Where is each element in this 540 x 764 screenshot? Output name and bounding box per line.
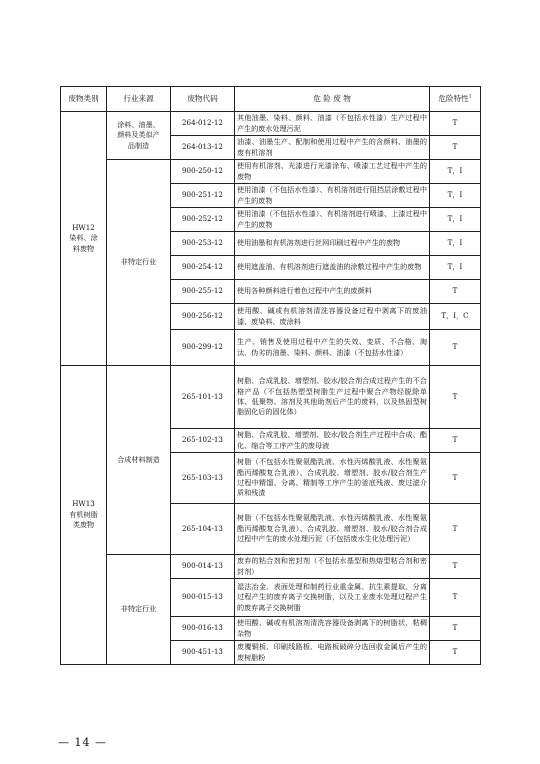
header-category: 废物类别 [61,87,107,112]
header-risk [430,87,481,112]
header-industry: 行业来源 [107,87,171,112]
waste-description-cell: 使用遮盖油、有机溶剂进行遮盖油的涂敷过程中产生的废物 [235,256,430,280]
waste-code-cell: 265-103-13 [171,453,235,504]
waste-code-cell: 900-016-13 [171,617,235,641]
waste-code-cell: 264-012-12 [171,112,235,136]
waste-description-cell: 树脂、合成乳胶、增塑剂、胶水/胶合剂合成过程产生的不合格产品（不包括热塑型树脂生产过程中聚合产物经脱除单体、低聚物、溶剂及其他助剂后产生的废料，以及热固型树脂固化后的固化体） [235,366,430,429]
waste-code-cell: 265-102-13 [171,429,235,453]
risk-property-cell: T [430,136,481,160]
waste-description-cell: 使用油墨和有机溶剂进行丝网印刷过程中产生的废物 [235,232,430,256]
industry-source-cell: 涂料、油墨、 颜料及类似产 品制造 [107,112,171,160]
table-header-row [61,87,481,112]
waste-category-cell: HW13 有机树脂 类废物 [61,366,107,665]
table-row [61,160,481,184]
waste-description-cell: 生产、销售及使用过程中产生的失效、变质、不合格、淘汰、伪劣的油墨、染料、颜料、油漆（不包括水性漆） [235,330,430,366]
risk-property-cell: T [430,429,481,453]
table-body [61,112,481,665]
industry-source-cell: 合成材料制造 [107,366,171,555]
waste-description-cell: 废弃的粘合剂和密封剂（不包括水基型和热熔型粘合剂和密封剂） [235,555,430,579]
header-code: 废物代码 [171,87,235,112]
risk-property-cell: T，I [430,160,481,184]
waste-description-cell: 使用有机溶剂、光漆进行光漆涂布、喷漆工艺过程中产生的废物 [235,160,430,184]
risk-property-cell: T [430,579,481,617]
table-row [61,366,481,429]
waste-description-cell: 树脂（不包括水性聚氨酯乳液、水性丙烯酸乳液、水性聚氨酯丙烯酸复合乳液）、合成乳胶、增塑剂、胶水/胶合剂合成过程中产生的废水处理污泥（不包括废水生化处理污泥） [235,504,430,555]
waste-code-cell: 900-254-12 [171,256,235,280]
waste-description-cell: 使用油漆（不包括水性漆）、有机溶剂进行阻挡层涂敷过程中产生的废物 [235,184,430,208]
industry-source-cell: 非特定行业 [107,555,171,665]
risk-property-cell: T [430,641,481,665]
waste-code-cell: 900-256-12 [171,304,235,330]
waste-description-cell: 树脂、合成乳胶、增塑剂、胶水/胶合剂生产过程中合成、酯化、缩合等工序产生的废母液 [235,429,430,453]
industry-source-cell: 非特定行业 [107,160,171,366]
waste-description-cell: 使用油漆（不包括水性漆）、有机溶剂进行喷漆、上漆过程中产生的废物 [235,208,430,232]
risk-property-cell: T [430,280,481,304]
risk-property-cell: T，I，C [430,304,481,330]
hazardous-waste-table [60,86,481,665]
risk-property-cell: T，I [430,256,481,280]
waste-category-cell: HW12 染料、涂 料废物 [61,112,107,366]
waste-code-cell: 264-013-12 [171,136,235,160]
waste-description-cell: 湿法冶金、表面处理和制药行业重金属、抗生素提取、分离过程产生的废弃离子交换树脂，以及工业废水处理过程产生的废弃离子交换树脂 [235,579,430,617]
waste-description-cell: 树脂（不包括水性聚氨酯乳液、水性丙烯酸乳液、水性聚氨酯丙烯酸复合乳液）、合成乳胶、增塑剂、胶水/胶合剂生产过程中精馏、分离、精制等工序产生的釜底残液、废过滤介质和残渣 [235,453,430,504]
header-waste: 危 险 废 物 [235,87,430,112]
waste-description-cell: 废覆铜板、印刷线路板、电路板破碎分选回收金属后产生的废树脂粉 [235,641,430,665]
risk-property-cell: T [430,366,481,429]
risk-property-cell: T [430,330,481,366]
waste-code-cell: 900-253-12 [171,232,235,256]
risk-property-cell: T [430,617,481,641]
risk-property-cell: T [430,453,481,504]
waste-code-cell: 900-251-12 [171,184,235,208]
waste-code-cell: 900-250-12 [171,160,235,184]
page-number: — 14 — [58,736,107,749]
waste-description-cell: 使用酸、碱或有机溶剂清洗容器设备剥离下的树脂状、粘稠杂物 [235,617,430,641]
header-risk-label: 危险特性 [438,93,469,103]
risk-property-cell: T，I [430,208,481,232]
risk-property-cell: T [430,112,481,136]
waste-code-cell: 900-255-12 [171,280,235,304]
risk-property-cell: T，I [430,184,481,208]
waste-description-cell: 使用各种颜料进行着色过程中产生的废颜料 [235,280,430,304]
header-risk-footnote: 1 [468,94,472,100]
risk-property-cell: T [430,555,481,579]
waste-code-cell: 900-252-12 [171,208,235,232]
table-row [61,112,481,136]
risk-property-cell: T，I [430,232,481,256]
risk-property-cell: T [430,504,481,555]
waste-code-cell: 900-299-12 [171,330,235,366]
waste-description-cell: 使用酸、碱或有机溶剂清洗容器设备过程中剥离下的废油漆、废染料、废涂料 [235,304,430,330]
waste-code-cell: 265-104-13 [171,504,235,555]
waste-code-cell: 900-015-13 [171,579,235,617]
table-row [61,555,481,579]
waste-code-cell: 265-101-13 [171,366,235,429]
waste-code-cell: 900-014-13 [171,555,235,579]
waste-description-cell: 油漆、油墨生产、配制和使用过程中产生的含颜料、油墨的废有机溶剂 [235,136,430,160]
waste-code-cell: 900-451-13 [171,641,235,665]
waste-description-cell: 其他油墨、染料、颜料、油漆（不包括水性漆）生产过程中产生的废水处理污泥 [235,112,430,136]
